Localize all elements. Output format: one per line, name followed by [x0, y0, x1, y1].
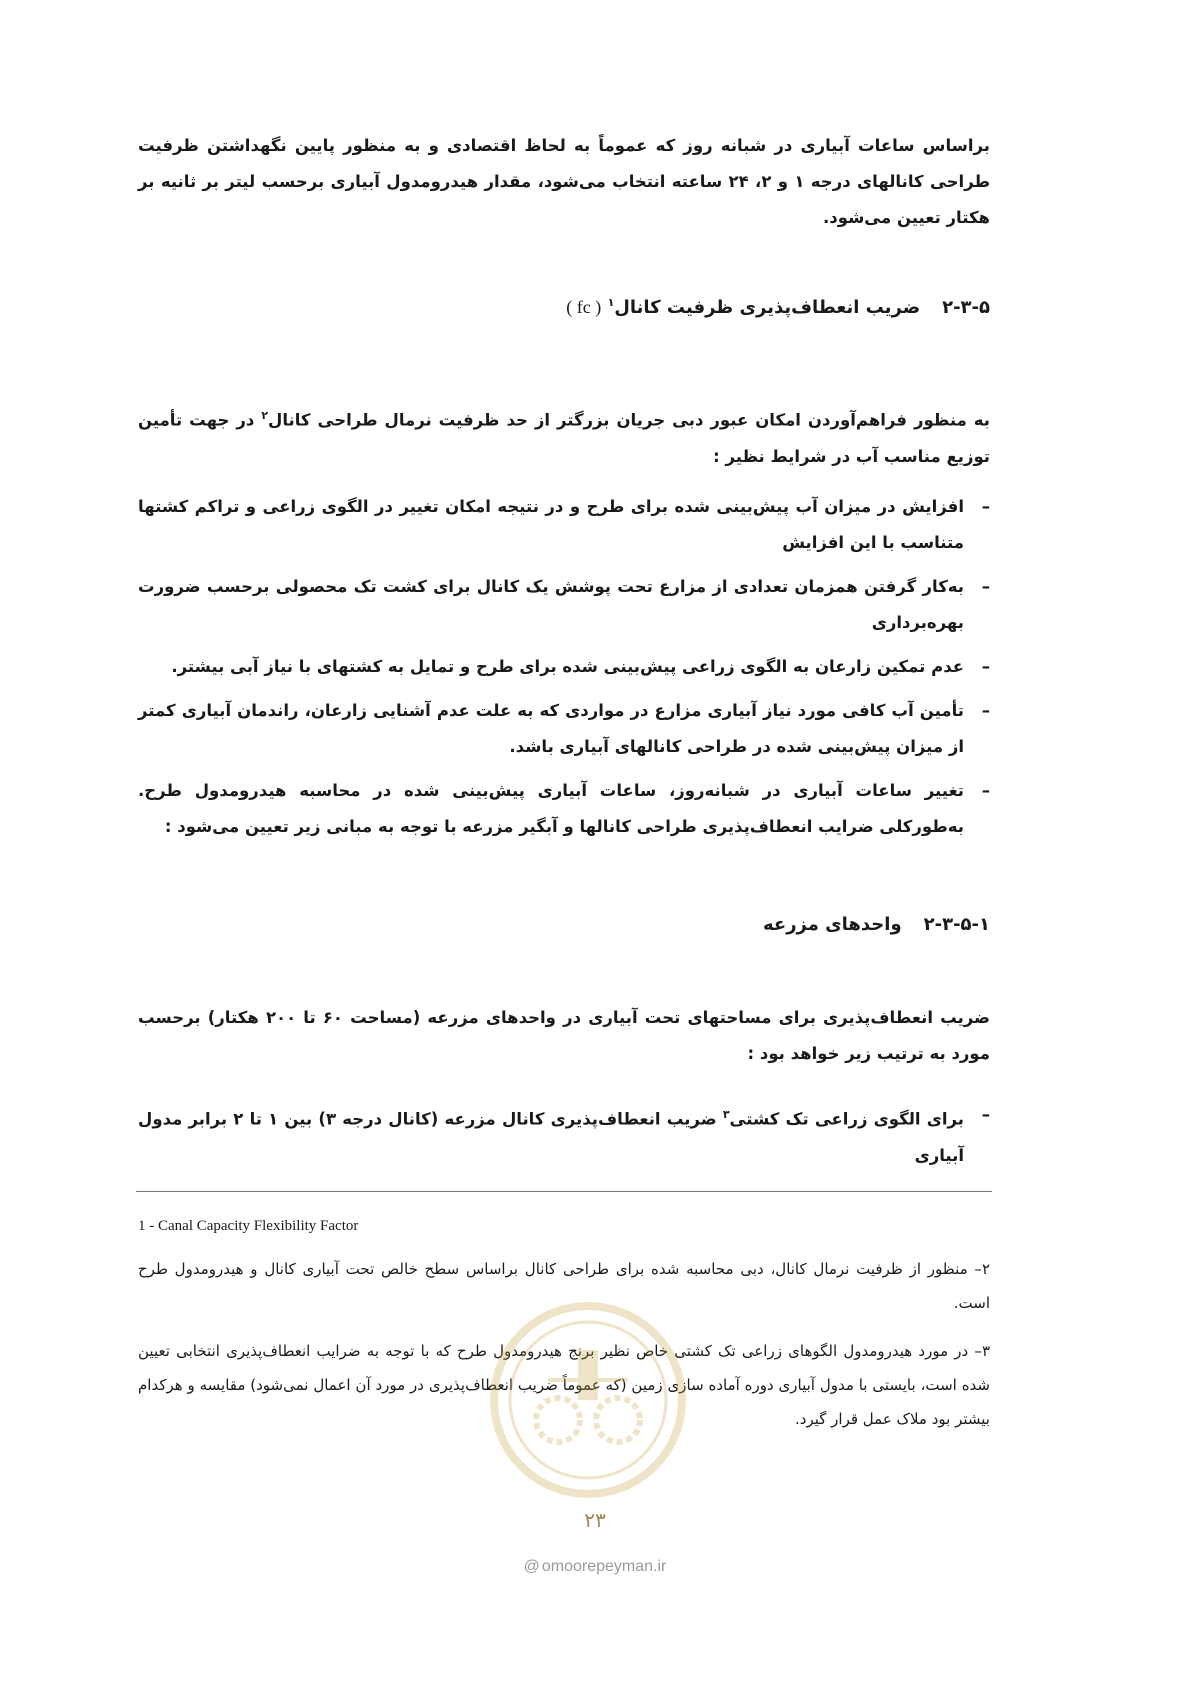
list-item: – برای الگوی زراعی تک کشتی$^۳$ ضریب انعطاف‌پذیری کانال مزرعه (کانال درجه ۳) بین ۱ تا ۲ برابر مدول آبیاری — [138, 1105, 990, 1165]
footnote-ref-3: ۳ — [722, 1108, 730, 1121]
seal-watermark-icon — [488, 1300, 688, 1500]
conditions-list — [138, 489, 990, 853]
at-icon: @ — [523, 1558, 540, 1575]
list-item: – به‌کار گرفتن همزمان تعدادی از مزارع تحت پوشش یک کانال برای کشت تک محصولی برحسب ضرورت بهره‌برداری — [138, 577, 990, 632]
page-number: ۲۳ — [584, 1508, 606, 1532]
section-title: ضریب انعطاف‌پذیری ظرفیت کانال — [614, 297, 921, 318]
footnote-3: ۳– در مورد هیدرومدول الگوهای زراعی تک کشتی خاص نظیر برنج هیدرومدول طرح که با توجه به ضرایب انعطاف‌پذیری انتخابی تعیین شده است، بایستی با مدول آبیاری دوره آماده سازی زمین (که عموماً ضریب انعطاف‌پذیری در مورد آن اعمال نمی‌شود) مقایسه و هرکدام بیشتر بود ملاک عمل قرار گیرد. — [138, 1342, 990, 1428]
list-item: – افزایش در میزان آب پیش‌بینی شده برای طرح و در نتیجه امکان تغییر در الگوی زراعی و تراکم کشتها متناسب با این افزایش — [138, 497, 990, 552]
list-item: – عدم تمکین زارعان به الگوی زراعی پیش‌بینی شده برای طرح و تمایل به کشتهای با نیاز آبی بیشتر. — [171, 657, 990, 676]
farm-list — [138, 1097, 990, 1182]
website-watermark: @ omoorepeyman.ir — [523, 1558, 667, 1575]
section-title: واحدهای مزرعه — [762, 914, 902, 935]
list-item: – تغییر ساعات آبیاری در شبانه‌روز، ساعات آبیاری پیش‌بینی شده در محاسبه هیدرومدول طرح. به‌طورکلی ضرایب انعطاف‌پذیری طراحی کانالها و آبگیر مزرعه با توجه به مبانی زیر تعیین می‌شود : — [138, 781, 990, 836]
intro-paragraph: براساس ساعات آبیاری در شبانه روز که عموماً به لحاظ اقتصادی و به منظور پایین نگهداشتن ظرفیت طراحی کانالهای درجه ۱ و ۲، ۲۴ ساعته انتخاب می‌شود، مقدار هیدرومدول آبیاری برحسب لیتر بر ثانیه بر هکتار تعیین می‌شود. — [138, 136, 991, 227]
section-number: ۲-۳-۵ — [942, 297, 990, 318]
footnote-ref-2: ۲ — [261, 409, 269, 422]
section-heading-2-3-5 — [138, 296, 990, 318]
footnote-2: ۲– منظور از ظرفیت نرمال کانال، دبی محاسبه شده برای طراحی کانال براساس سطح خالص تحت آبیاری کانال و هیدرومدول طرح است. — [138, 1260, 990, 1312]
footnote-1: 1 - Canal Capacity Flexibility Factor — [138, 1218, 359, 1234]
purpose-text-start: به منظور فراهم‌آوردن امکان عبور دبی جریان بزرگتر از حد ظرفیت نرمال طراحی کانال — [268, 410, 990, 430]
list-item: – تأمین آب کافی مورد نیاز آبیاری مزارع در مواردی که به علت عدم آشنایی زارعان، راندمان آبیاری کمتر از میزان پیش‌بینی شده در طراحی کانالهای آبیاری باشد. — [138, 701, 990, 756]
purpose-text-end: در جهت تأمین توزیع مناسب آب در شرایط نظیر : — [138, 410, 990, 466]
farm-paragraph: ضریب انعطاف‌پذیری برای مساحتهای تحت آبیاری در واحدهای مزرعه (مساحت ۶۰ تا ۲۰۰ هکتار) برحسب مورد به ترتیب زیر خواهد بود : — [138, 1008, 990, 1063]
purpose-paragraph — [138, 398, 990, 475]
footnote-ref-1: ۱ — [607, 296, 615, 309]
section-heading-2-3-5-1 — [138, 914, 990, 935]
section-number: ۲-۳-۵-۱ — [923, 914, 990, 935]
section-symbol: ( fc ) — [566, 297, 602, 317]
footnote-divider — [136, 1191, 992, 1192]
